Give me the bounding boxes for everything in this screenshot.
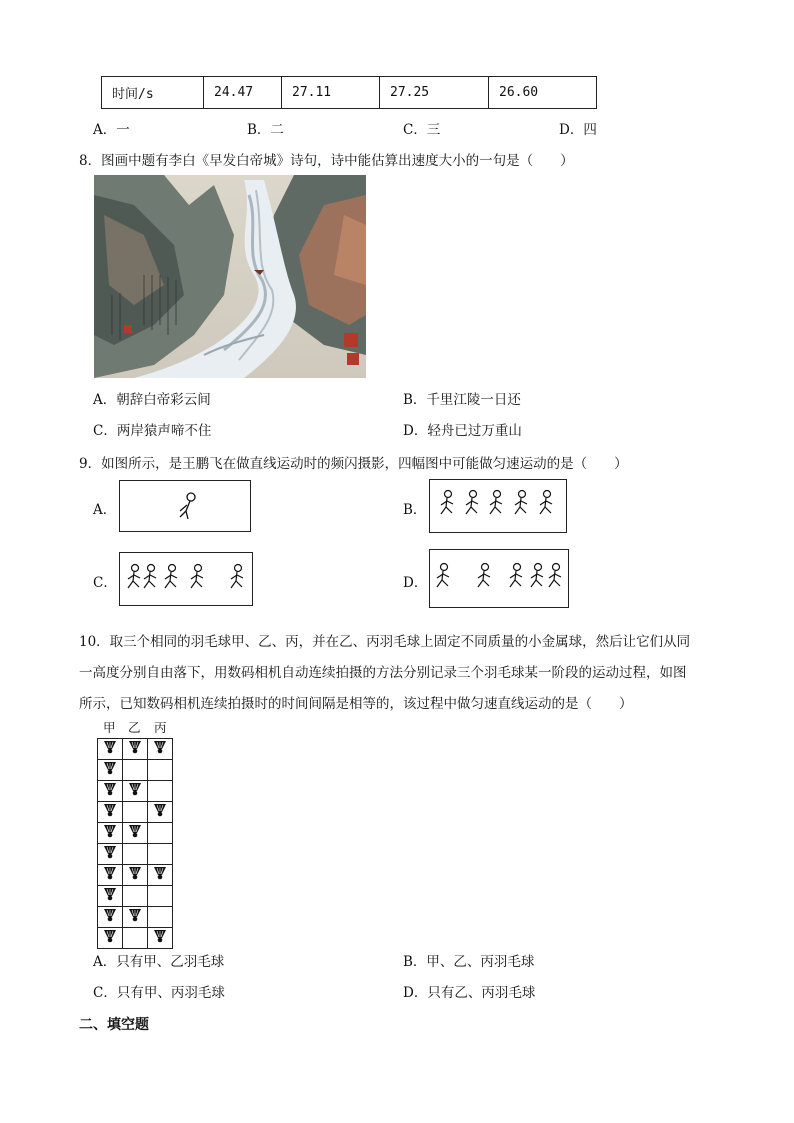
q9-option-b-label[interactable]: B． — [403, 502, 427, 518]
q9-option-c-label[interactable]: C． — [93, 575, 117, 591]
grid-cell — [148, 823, 173, 844]
shuttlecock-icon — [153, 929, 167, 943]
table-cell: 24.47 — [204, 77, 282, 109]
q9-option-b-figure[interactable] — [429, 479, 567, 533]
q9-option-d-label[interactable]: D． — [403, 575, 428, 591]
grid-cell — [148, 928, 173, 949]
grid-row — [98, 844, 173, 865]
column-header-yi: 乙 — [128, 720, 141, 735]
shuttlecock-icon — [103, 740, 117, 754]
runner-figure — [165, 565, 177, 589]
grid-cell — [123, 907, 148, 928]
q9-option-d-figure[interactable] — [429, 549, 569, 608]
grid-cell — [148, 760, 173, 781]
grid-row — [98, 865, 173, 886]
shuttlecock-icon — [128, 782, 142, 796]
runner-figure — [515, 491, 527, 515]
table-cell: 27.11 — [282, 77, 380, 109]
grid-cell — [98, 907, 123, 928]
shuttlecock-icon — [103, 866, 117, 880]
grid-cell — [123, 865, 148, 886]
q10-stem-line1: 10．取三个相同的羽毛球甲、乙、丙，并在乙、丙羽毛球上固定不同质量的小金属球，然后让它们从同 — [79, 634, 691, 650]
grid-cell — [98, 739, 123, 760]
grid-cell — [98, 781, 123, 802]
runner-figure — [128, 565, 140, 589]
q7-option-d[interactable]: D．四 — [559, 122, 597, 138]
grid-cell — [123, 760, 148, 781]
shuttlecock-icon — [153, 740, 167, 754]
grid-row — [98, 781, 173, 802]
runner-figure — [191, 565, 203, 589]
q10-option-a[interactable]: A．只有甲、乙羽毛球 — [93, 954, 225, 970]
q10-option-b[interactable]: B．甲、乙、丙羽毛球 — [403, 954, 535, 970]
grid-cell — [148, 907, 173, 928]
grid-cell — [123, 802, 148, 823]
grid-cell — [123, 844, 148, 865]
shuttlecock-icon — [128, 824, 142, 838]
grid-cell — [123, 928, 148, 949]
q10-option-d[interactable]: D．只有乙、丙羽毛球 — [403, 985, 536, 1001]
shuttlecock-icon — [103, 782, 117, 796]
grid-cell — [148, 802, 173, 823]
grid-cell — [148, 865, 173, 886]
runner-figure — [231, 565, 243, 589]
grid-cell — [123, 886, 148, 907]
runner-figure — [490, 491, 502, 515]
grid-cell — [98, 802, 123, 823]
runner-figure — [478, 564, 490, 588]
shuttlecock-icon — [103, 887, 117, 901]
grid-row — [98, 802, 173, 823]
shuttlecock-icon — [153, 866, 167, 880]
runner-figure — [549, 564, 561, 588]
grid-cell — [123, 781, 148, 802]
table-cell: 27.25 — [380, 77, 489, 109]
grid-row — [98, 928, 173, 949]
grid-row — [98, 760, 173, 781]
shuttlecock-icon — [103, 908, 117, 922]
q9-option-c-figure[interactable] — [119, 552, 253, 606]
shuttlecock-icon — [128, 740, 142, 754]
grid-cell — [98, 823, 123, 844]
q9-stem: 9．如图所示，是王鹏飞在做直线运动时的频闪摄影，四幅图中可能做匀速运动的是（ ） — [79, 456, 628, 472]
column-header-jia: 甲 — [103, 720, 116, 735]
grid-cell — [98, 760, 123, 781]
time-table — [101, 76, 597, 109]
grid-cell — [148, 886, 173, 907]
runner-figure — [540, 491, 552, 515]
q7-option-a[interactable]: A．一 — [93, 122, 130, 138]
shuttlecock-icon — [103, 803, 117, 817]
section-heading: 二、填空题 — [79, 1017, 149, 1033]
q8-option-c[interactable]: C．两岸猿声啼不住 — [93, 423, 212, 439]
q8-option-a[interactable]: A．朝辞白帝彩云间 — [93, 392, 211, 408]
q9-option-a-label[interactable]: A． — [93, 502, 117, 518]
shuttlecock-icon — [103, 761, 117, 775]
shuttlecock-icon — [103, 824, 117, 838]
shuttlecock-icon — [128, 866, 142, 880]
grid-row — [98, 739, 173, 760]
grid-cell — [148, 781, 173, 802]
q7-option-b[interactable]: B．二 — [247, 122, 284, 138]
q9-option-a-figure[interactable] — [119, 480, 251, 532]
q8-option-d[interactable]: D．轻舟已过万重山 — [403, 423, 522, 439]
shuttlecock-grid — [97, 738, 173, 949]
grid-row — [98, 823, 173, 844]
table-row — [102, 77, 597, 109]
q10-stem-line3: 所示，已知数码相机连续拍摄时的时间间隔是相等的，该过程中做匀速直线运动的是（ ） — [79, 696, 633, 712]
grid-cell — [123, 739, 148, 760]
runner-figure — [144, 565, 156, 589]
runner-figure — [510, 564, 522, 588]
shuttlecock-icon — [103, 929, 117, 943]
runner-figure — [466, 491, 478, 515]
grid-row — [98, 907, 173, 928]
grid-cell — [148, 739, 173, 760]
q7-option-c[interactable]: C．三 — [403, 122, 441, 138]
grid-cell — [98, 865, 123, 886]
table-header-cell: 时间/s — [102, 77, 204, 109]
runner-figure — [437, 564, 449, 588]
landscape-painting — [94, 175, 366, 378]
q10-option-c[interactable]: C．只有甲、丙羽毛球 — [93, 985, 225, 1001]
q10-stem-line2: 一高度分别自由落下，用数码相机自动连续拍摄的方法分别记录三个羽毛球某一阶段的运动过程，如图 — [79, 665, 687, 681]
q8-option-b[interactable]: B．千里江陵一日还 — [403, 392, 521, 408]
shuttlecock-icon — [128, 908, 142, 922]
table-cell: 26.60 — [489, 77, 597, 109]
grid-cell — [148, 844, 173, 865]
column-header-bing: 丙 — [154, 720, 167, 735]
runner-figure — [441, 491, 453, 515]
grid-row — [98, 886, 173, 907]
shuttlecock-icon — [153, 803, 167, 817]
grid-cell — [98, 886, 123, 907]
runner-figure — [531, 564, 543, 588]
grid-cell — [98, 928, 123, 949]
grid-cell — [98, 844, 123, 865]
q8-stem: 8．图画中题有李白《早发白帝城》诗句，诗中能估算出速度大小的一句是（ ） — [79, 153, 574, 169]
grid-cell — [123, 823, 148, 844]
shuttlecock-icon — [103, 845, 117, 859]
